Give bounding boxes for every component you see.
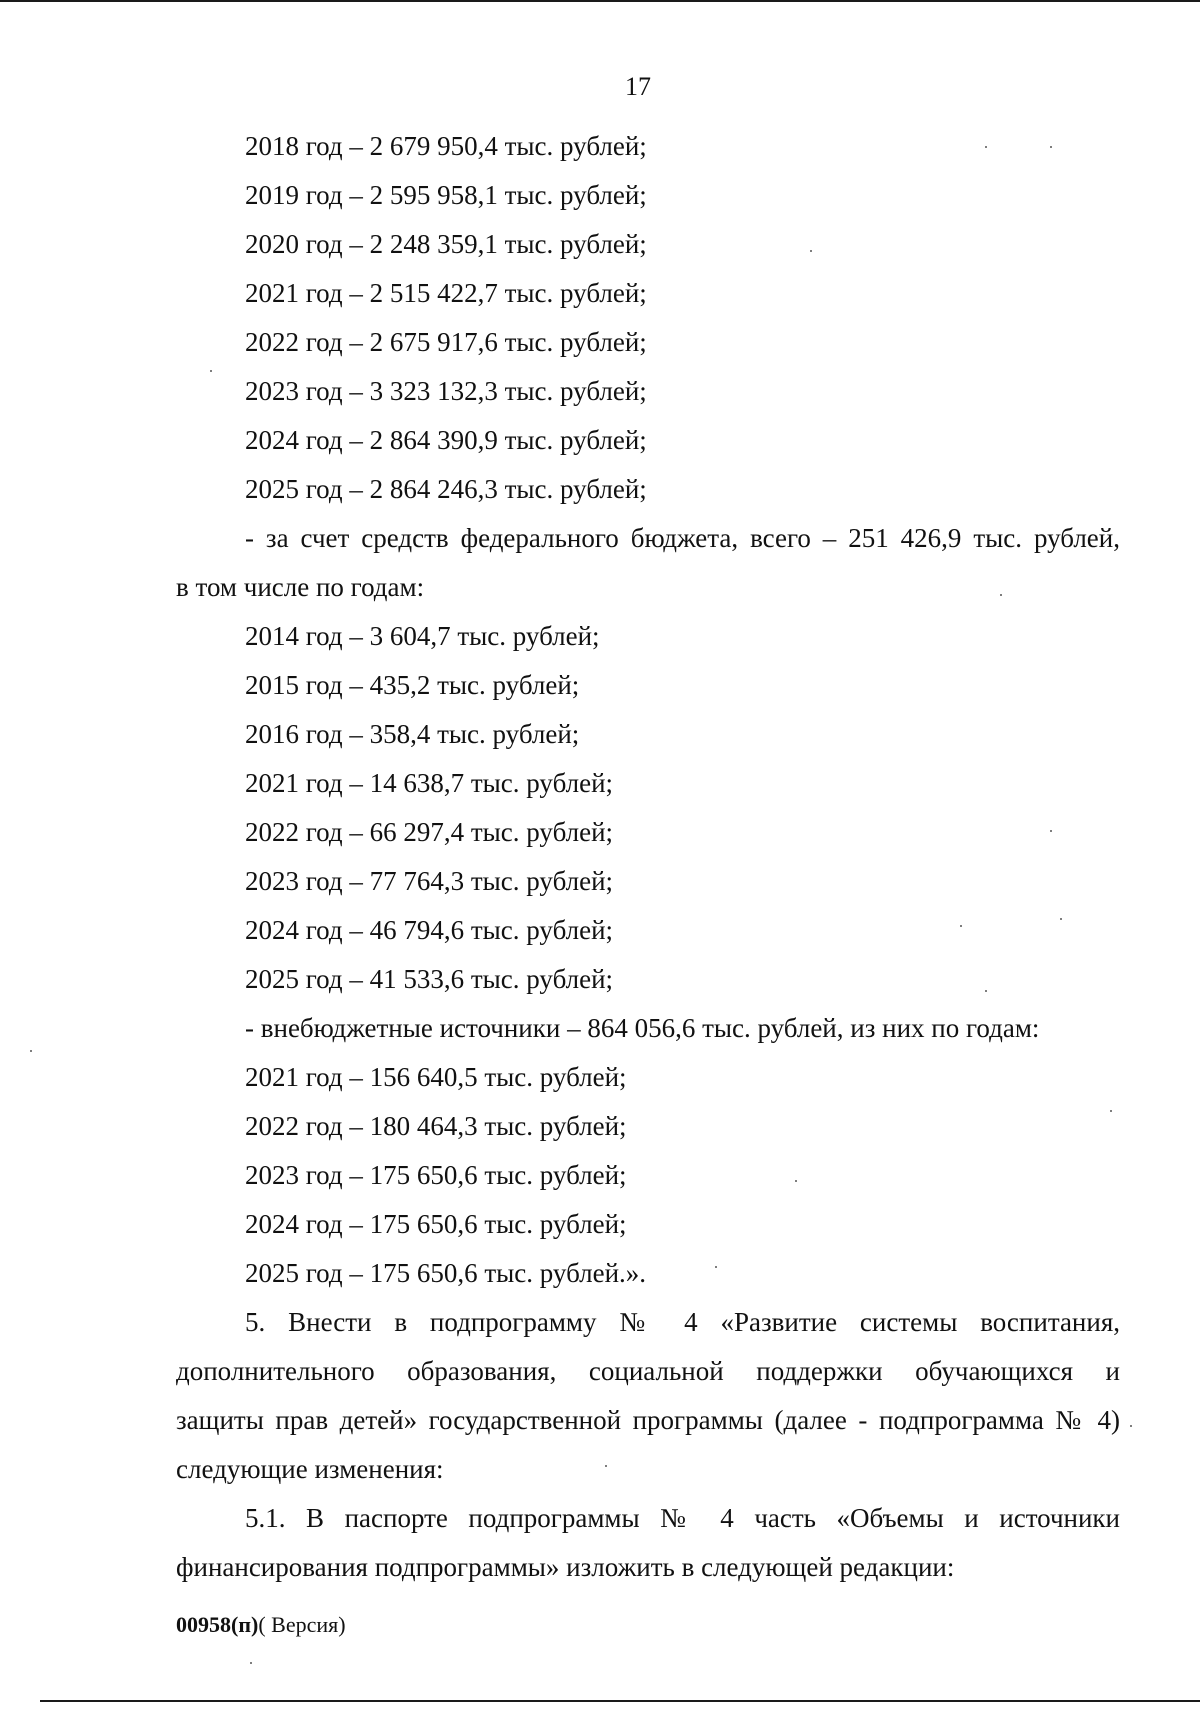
extrabudget-year-line: 2025 год – 175 650,6 тыс. рублей.». xyxy=(245,1258,647,1288)
paragraph-5-line: 5. Внести в подпрограмму № 4 «Развитие системы воспитания, xyxy=(245,1307,1120,1337)
scan-speck xyxy=(960,925,962,927)
scan-speck xyxy=(30,1050,32,1052)
document-code: 00958(п) xyxy=(176,1612,259,1637)
budget-year-line: 2022 год – 2 675 917,6 тыс. рублей; xyxy=(245,327,647,357)
document-version: ( Версия) xyxy=(258,1612,346,1637)
scan-speck xyxy=(1110,1110,1112,1112)
paragraph-5-1-line: 5.1. В паспорте подпрограммы № 4 часть «Объемы и источники xyxy=(245,1503,1120,1533)
scan-speck xyxy=(810,250,812,252)
scan-speck xyxy=(605,1465,607,1467)
extrabudget-year-line: 2021 год – 156 640,5 тыс. рублей; xyxy=(245,1062,627,1092)
scan-speck xyxy=(795,1180,797,1182)
federal-budget-heading-cont: в том числе по годам: xyxy=(176,572,425,602)
scan-speck xyxy=(1060,918,1062,920)
extrabudget-year-line: 2022 год – 180 464,3 тыс. рублей; xyxy=(245,1111,627,1141)
federal-year-line: 2015 год – 435,2 тыс. рублей; xyxy=(245,670,580,700)
scan-speck xyxy=(985,146,987,148)
scan-speck xyxy=(1000,594,1002,596)
budget-year-line: 2020 год – 2 248 359,1 тыс. рублей; xyxy=(245,229,647,259)
extrabudget-year-line: 2023 год – 175 650,6 тыс. рублей; xyxy=(245,1160,627,1190)
budget-year-line: 2018 год – 2 679 950,4 тыс. рублей; xyxy=(245,131,647,161)
scan-speck xyxy=(210,370,212,372)
scan-speck xyxy=(1130,1425,1132,1427)
budget-year-line: 2024 год – 2 864 390,9 тыс. рублей; xyxy=(245,425,647,455)
federal-budget-heading: - за счет средств федерального бюджета, всего – 251 426,9 тыс. рублей, xyxy=(245,523,1120,553)
page-number: 17 xyxy=(625,72,651,101)
federal-year-line: 2024 год – 46 794,6 тыс. рублей; xyxy=(245,915,614,945)
budget-year-line: 2021 год – 2 515 422,7 тыс. рублей; xyxy=(245,278,647,308)
paragraph-5-1-line: финансирования подпрограммы» изложить в следующей редакции: xyxy=(176,1552,955,1582)
federal-year-line: 2022 год – 66 297,4 тыс. рублей; xyxy=(245,817,614,847)
federal-year-line: 2016 год – 358,4 тыс. рублей; xyxy=(245,719,580,749)
scan-border-bottom xyxy=(40,1700,1200,1702)
scan-speck xyxy=(1050,830,1052,832)
scan-speck xyxy=(250,1662,252,1664)
paragraph-5-line: дополнительного образования, социальной поддержки обучающихся и xyxy=(176,1356,1120,1386)
federal-year-line: 2023 год – 77 764,3 тыс. рублей; xyxy=(245,866,614,896)
scan-speck xyxy=(715,1266,717,1268)
budget-year-line: 2019 год – 2 595 958,1 тыс. рублей; xyxy=(245,180,647,210)
budget-year-line: 2023 год – 3 323 132,3 тыс. рублей; xyxy=(245,376,647,406)
document-footer xyxy=(176,1612,346,1638)
scan-speck xyxy=(985,990,987,992)
federal-year-line: 2021 год – 14 638,7 тыс. рублей; xyxy=(245,768,614,798)
extrabudget-heading: - внебюджетные источники – 864 056,6 тыс. рублей, из них по годам: xyxy=(245,1013,1040,1043)
scan-border-top xyxy=(0,0,1200,2)
scan-speck xyxy=(1050,146,1052,148)
budget-year-line: 2025 год – 2 864 246,3 тыс. рублей; xyxy=(245,474,647,504)
paragraph-5-line: следующие изменения: xyxy=(176,1454,444,1484)
paragraph-5-line: защиты прав детей» государственной программы (далее - подпрограмма № 4) xyxy=(176,1405,1120,1435)
extrabudget-year-line: 2024 год – 175 650,6 тыс. рублей; xyxy=(245,1209,627,1239)
federal-year-line: 2025 год – 41 533,6 тыс. рублей; xyxy=(245,964,614,994)
federal-year-line: 2014 год – 3 604,7 тыс. рублей; xyxy=(245,621,600,651)
